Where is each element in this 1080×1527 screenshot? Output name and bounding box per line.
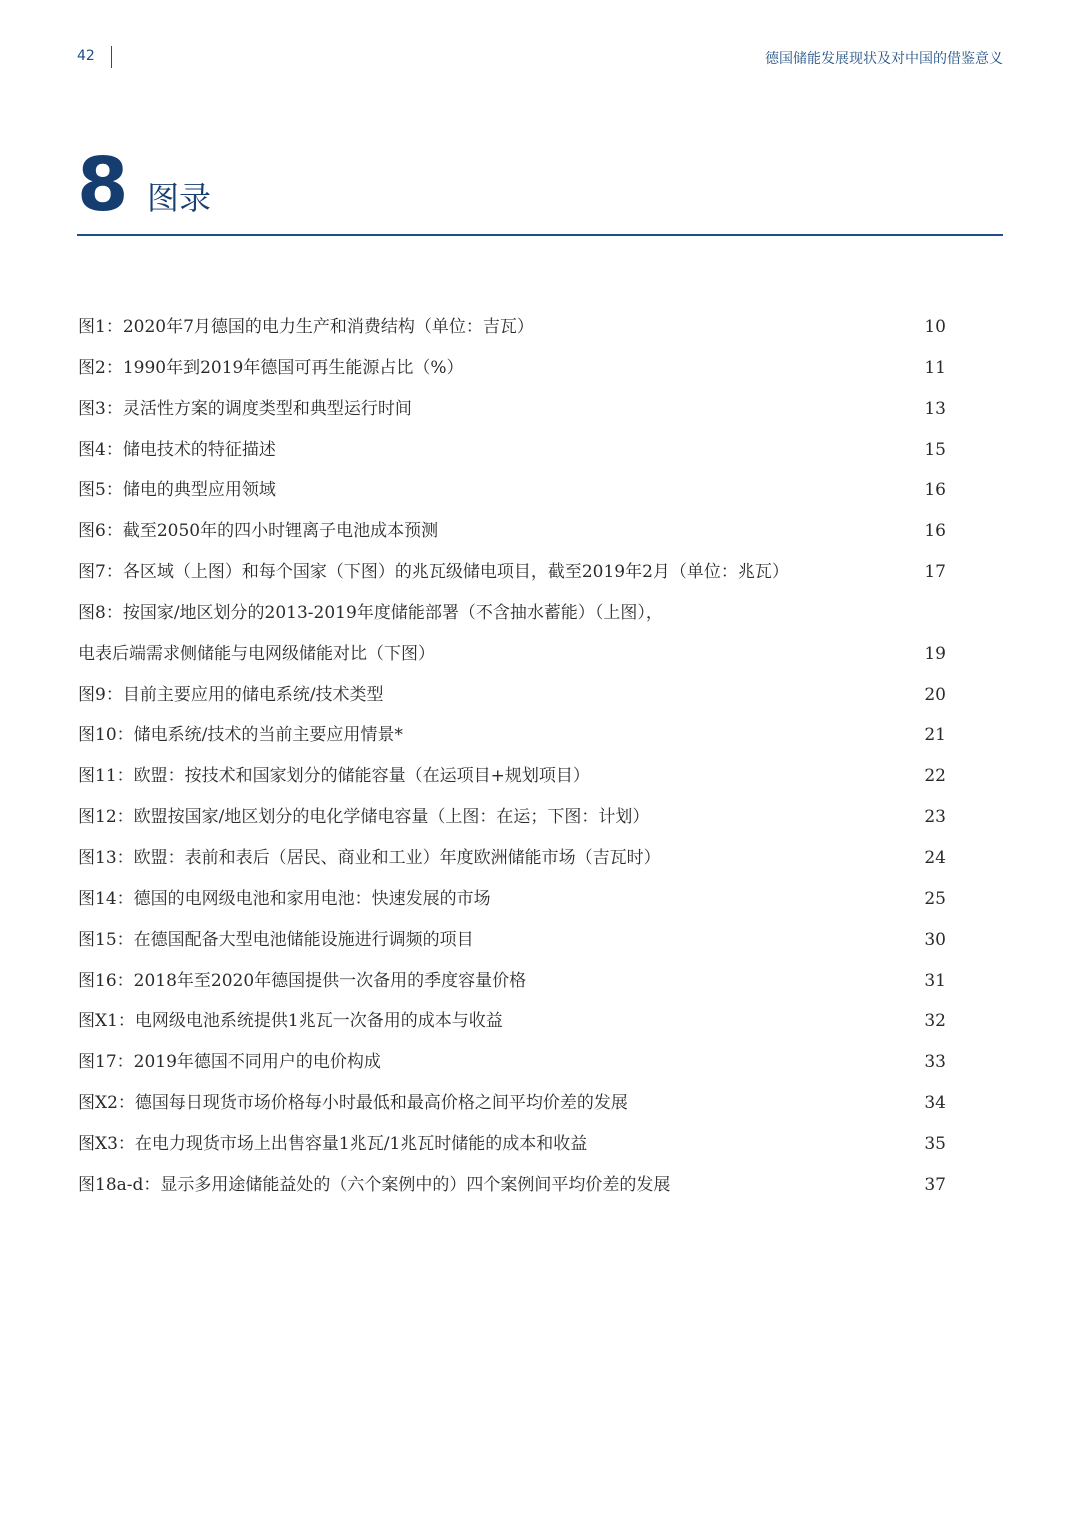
figure-title: 图3：灵活性方案的调度类型和典型运行时间 [78,398,412,419]
figure-list-item[interactable] [78,715,946,756]
figure-title: 图7：各区域（上图）和每个国家（下图）的兆瓦级储电项目，截至2019年2月（单位：兆瓦） [78,562,789,583]
figure-list-item[interactable] [78,675,946,716]
figure-list-item[interactable] [78,511,946,552]
figure-page-number: 35 [924,1133,946,1154]
figure-title: 图8：按国家/地区划分的2013-2019年度储能部署（不含抽水蓄能）（上图）， [78,602,663,623]
figure-list-item[interactable] [78,634,946,675]
figure-title: 图X2：德国每日现货市场价格每小时最低和最高价格之间平均价差的发展 [78,1093,628,1114]
figure-list-item[interactable] [78,430,946,471]
figure-title: 图13：欧盟：表前和表后（居民、商业和工业）年度欧洲储能市场（吉瓦时） [78,847,661,868]
chapter-number: 8 [77,142,129,228]
figure-page-number: 22 [924,766,946,787]
figure-title: 图9：目前主要应用的储电系统/技术类型 [78,684,384,705]
figure-page-number: 13 [924,398,946,419]
figure-list-item[interactable] [78,756,946,797]
figure-title: 图16：2018年至2020年德国提供一次备用的季度容量价格 [78,970,527,991]
figure-title: 图6：截至2050年的四小时锂离子电池成本预测 [78,521,439,542]
figure-page-number: 19 [924,643,946,664]
figure-list-item[interactable] [78,552,946,593]
figure-list-item[interactable] [78,879,946,920]
figure-list-item[interactable] [78,838,946,879]
figure-page-number: 24 [924,847,946,868]
chapter-rule [77,234,1003,236]
figure-title: 图15：在德国配备大型电池储能设施进行调频的项目 [78,929,474,950]
page-number: 42 [77,48,95,64]
figure-page-number: 10 [924,317,946,337]
figure-title: 图18a-d：显示多用途储能益处的（六个案例中的）四个案例间平均价差的发展 [78,1174,671,1195]
figure-list-item[interactable] [78,961,946,1002]
figure-list-item[interactable] [78,1001,946,1042]
figure-list-item[interactable] [78,307,946,348]
chapter-heading [77,140,1003,240]
figure-list-item[interactable] [78,1083,946,1124]
figure-list-item[interactable] [78,1124,946,1165]
figure-list-item[interactable] [78,797,946,838]
figure-list-item[interactable] [78,920,946,961]
figure-title: 图14：德国的电网级电池和家用电池：快速发展的市场 [78,888,491,909]
figure-title: 图1：2020年7月德国的电力生产和消费结构（单位：吉瓦） [78,317,534,337]
figure-page-number: 16 [924,521,946,542]
figure-list-item[interactable] [78,389,946,430]
figure-title: 图10：储电系统/技术的当前主要应用情景* [78,725,403,746]
figure-title: 图12：欧盟按国家/地区划分的电化学储电容量（上图：在运；下图：计划） [78,807,650,828]
figure-page-number: 20 [924,684,946,705]
figure-page-number: 32 [924,1011,946,1032]
figure-page-number: 34 [924,1093,946,1114]
figure-list-item[interactable] [78,470,946,511]
figure-list-item[interactable] [78,1042,946,1083]
figure-title: 图11：欧盟：按技术和国家划分的储能容量（在运项目+规划项目） [78,766,590,787]
figure-title: 图X1：电网级电池系统提供1兆瓦一次备用的成本与收益 [78,1011,503,1032]
figure-page-number: 15 [924,439,946,460]
figure-page-number: 37 [924,1174,946,1195]
figure-page-number: 31 [924,970,946,991]
figure-page-number: 30 [924,929,946,950]
figure-list-item[interactable] [78,593,946,634]
figure-title: 图4：储电技术的特征描述 [78,439,276,460]
figure-page-number: 25 [924,888,946,909]
figure-title: 图2：1990年到2019年德国可再生能源占比（%） [78,357,464,378]
figure-title: 图5：储电的典型应用领域 [78,480,276,501]
figure-page-number: 11 [924,357,946,378]
header-divider [111,46,112,68]
page-header [0,0,1080,80]
figure-page-number: 21 [924,725,946,746]
figure-list-item[interactable] [78,348,946,389]
chapter-title: 图录 [147,179,212,217]
document-title: 德国储能发展现状及对中国的借鉴意义 [765,51,1003,67]
figure-list-item[interactable] [78,1165,946,1206]
figure-page-number: 23 [924,807,946,828]
figure-page-number: 17 [924,562,946,583]
figure-title: 图X3：在电力现货市场上出售容量1兆瓦/1兆瓦时储能的成本和收益 [78,1133,588,1154]
figure-page-number: 16 [924,480,946,501]
figure-list [78,307,946,1206]
figure-page-number: 33 [924,1052,946,1073]
figure-title: 电表后端需求侧储能与电网级储能对比（下图） [78,643,435,664]
figure-title: 图17：2019年德国不同用户的电价构成 [78,1052,381,1073]
